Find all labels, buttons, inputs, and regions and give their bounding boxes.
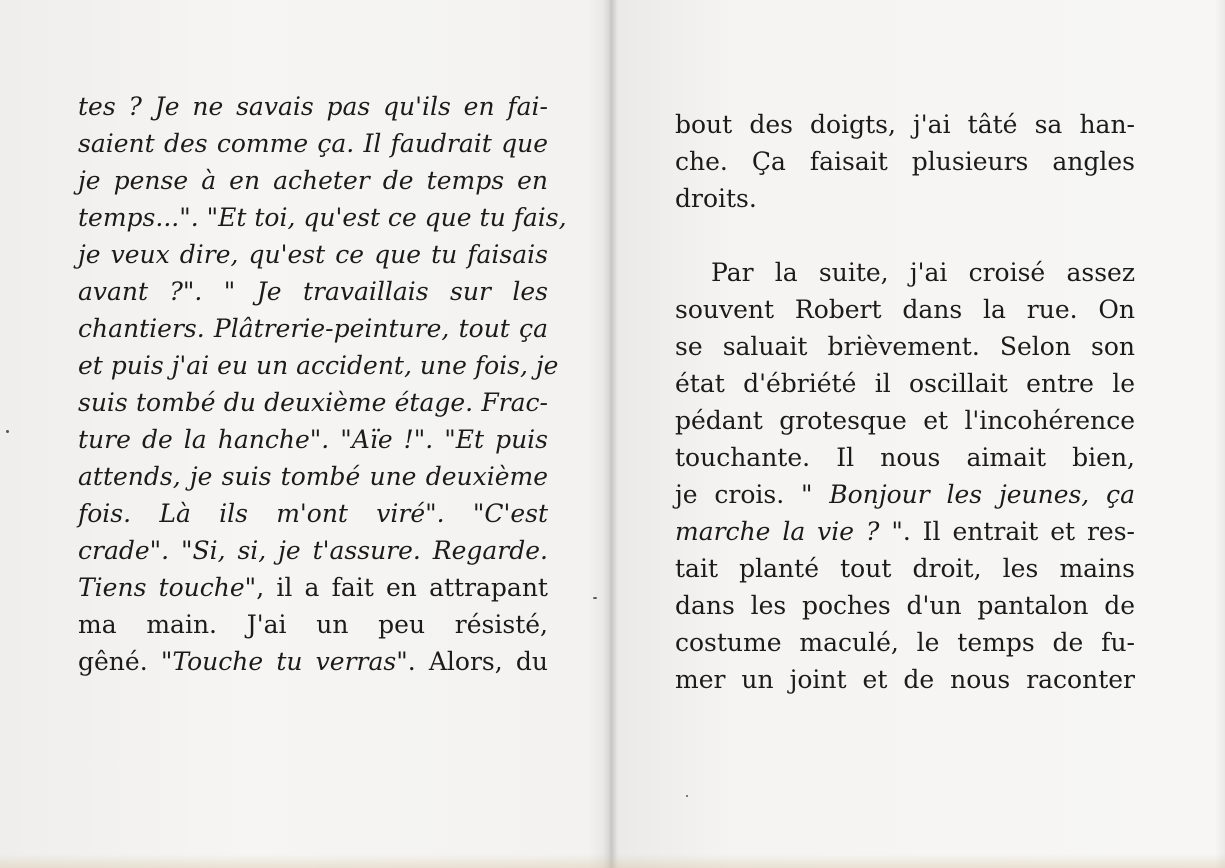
left-page-text-line — [78, 384, 548, 421]
right-page-italic-span: marche la vie ? " — [675, 517, 903, 546]
right-page-roman-span: costume maculé, le temps de fu- — [675, 628, 1135, 657]
left-page-italic-span: "Touche tu verras" — [160, 647, 408, 676]
left-page-text-line — [78, 199, 567, 236]
left-page-roman-span: ma main. J'ai un peu résisté, — [78, 610, 548, 639]
page-edge — [1215, 0, 1225, 868]
right-page-text — [675, 106, 1135, 698]
left-page-roman-span: . Alors, du — [407, 647, 548, 676]
left-page-italic-span: saient des comme ça. Il faudrait que — [78, 129, 548, 158]
right-page-roman-span: mer un joint et de nous raconter — [675, 665, 1135, 694]
left-page-roman-span: gêné. — [78, 647, 161, 676]
paper-speck — [686, 795, 688, 797]
right-page-text-line — [675, 624, 1135, 661]
right-page-italic-span: Bonjour les jeunes, ça — [829, 480, 1135, 509]
right-page-text-line — [675, 291, 1135, 328]
left-page-text — [78, 88, 567, 680]
left-page-italic-span: attends, je suis tombé une deuxième — [78, 462, 548, 491]
right-page-roman-span: pédant grotesque et l'incohérence — [675, 406, 1135, 435]
paper-speck — [593, 597, 597, 599]
right-page-roman-span: bout des doigts, j'ai tâté sa han- — [675, 110, 1135, 139]
right-page-text-line — [675, 106, 1135, 143]
left-page-italic-span: je pense à en acheter de temps en — [78, 166, 548, 195]
left-page-text-line — [78, 421, 548, 458]
left-page — [0, 0, 610, 868]
right-page-roman-span: je crois. " — [675, 480, 830, 509]
right-page-roman-span: Par la suite, j'ai croisé assez — [711, 258, 1135, 287]
left-page-text-line — [78, 458, 548, 495]
right-page-roman-span: che. Ça faisait plusieurs angles — [675, 147, 1135, 176]
left-page-italic-span: je veux dire, qu'est ce que tu faisais — [78, 240, 548, 269]
left-page-italic-span: ture de la hanche". "Aïe !". "Et puis — [78, 425, 548, 454]
right-page-text-line — [675, 513, 1135, 550]
right-page-roman-span: souvent Robert dans la rue. On — [675, 295, 1135, 324]
left-page-text-line — [78, 532, 548, 569]
right-page-text-line — [675, 365, 1135, 402]
right-page-paragraph-break — [675, 217, 1135, 254]
left-page-italic-span: crade". "Si, si, je t'assure. Regarde. — [78, 536, 548, 565]
left-page-italic-span: Tiens touche" — [78, 573, 257, 602]
right-page-roman-span: tait planté tout droit, les mains — [675, 554, 1135, 583]
left-page-italic-span: fois. Là ils m'ont viré". "C'est — [78, 499, 548, 528]
left-page-roman-span: , il a fait en attrapant — [256, 573, 548, 602]
right-page-text-line — [675, 476, 1135, 513]
right-page-text-line — [675, 587, 1135, 624]
left-page-italic-span: et puis j'ai eu un accident, une fois, je — [78, 351, 559, 380]
right-page-roman-span: dans les poches d'un pantalon de — [675, 591, 1135, 620]
left-page-text-line — [78, 88, 548, 125]
left-page-text-line — [78, 125, 548, 162]
left-page-italic-span: avant ?". " Je travaillais sur les — [78, 277, 548, 306]
right-page-text-line — [675, 180, 1135, 217]
right-page-text-line — [675, 439, 1135, 476]
right-page-roman-span: droits. — [675, 184, 757, 213]
right-page-text-line — [675, 328, 1135, 365]
right-page-text-line — [675, 550, 1135, 587]
left-page-italic-span: temps...". "Et toi, qu'est ce que tu fais, — [78, 203, 567, 232]
book-spine — [603, 0, 617, 868]
left-page-italic-span: chantiers. Plâtrerie-peinture, tout ça — [78, 314, 548, 343]
left-page-text-line — [78, 347, 559, 384]
right-page-text-line — [675, 402, 1135, 439]
right-page-roman-span: se saluait brièvement. Selon son — [675, 332, 1135, 361]
left-page-text-line — [78, 495, 548, 532]
right-page-text-line — [675, 661, 1135, 698]
left-page-text-line — [78, 643, 548, 680]
right-page-text-line — [675, 143, 1135, 180]
left-page-text-line — [78, 569, 548, 606]
left-page-text-line — [78, 273, 548, 310]
left-page-italic-span: suis tombé du deuxième étage. Frac- — [78, 388, 548, 417]
right-page-text-line — [675, 254, 1135, 291]
right-page-roman-span: touchante. Il nous aimait bien, — [675, 443, 1135, 472]
right-page-roman-span: . Il entrait et res- — [902, 517, 1135, 546]
left-page-text-line — [78, 606, 548, 643]
left-page-italic-span: tes ? Je ne savais pas qu'ils en fai- — [78, 92, 548, 121]
page-bottom-edge — [0, 854, 1225, 868]
right-page-roman-span: état d'ébriété il oscillait entre le — [675, 369, 1135, 398]
paper-speck — [6, 430, 9, 433]
left-page-text-line — [78, 236, 548, 273]
left-page-text-line — [78, 310, 548, 347]
left-page-text-line — [78, 162, 548, 199]
